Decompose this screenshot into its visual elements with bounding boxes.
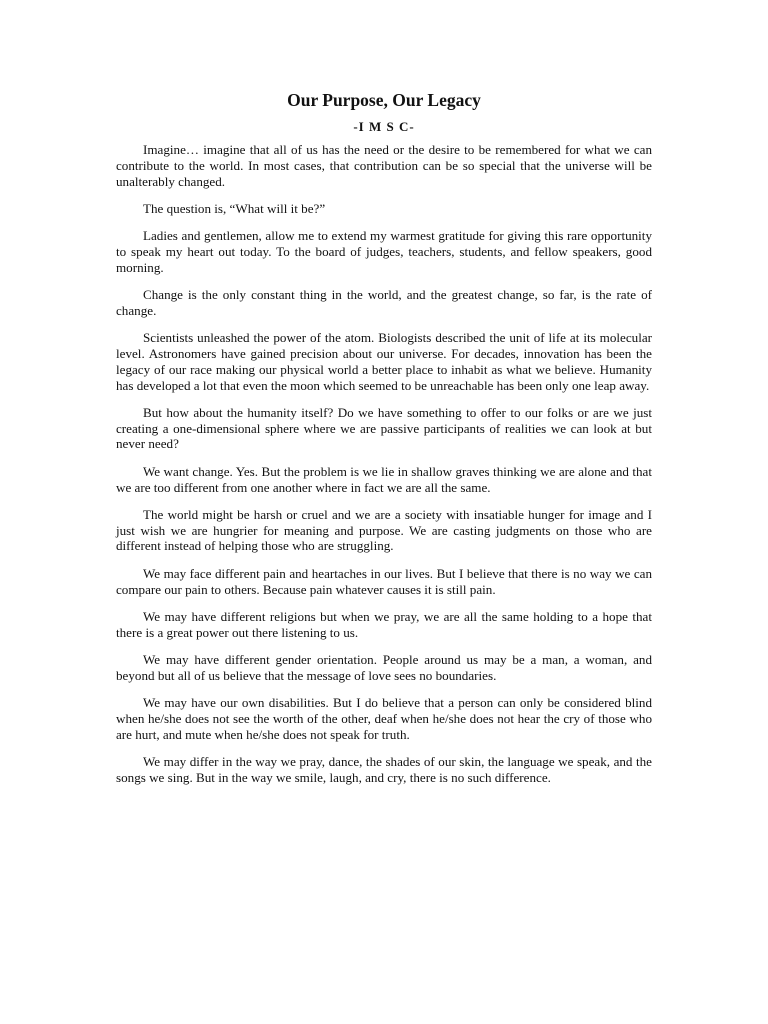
paragraph: Ladies and gentlemen, allow me to extend my warmest gratitude for giving this rare opportunity to speak my heart out today. To the board of judges, teachers, students, and fellow speakers, good morning. (116, 228, 652, 275)
paragraph: We may face different pain and heartaches in our lives. But I believe that there is no way we can compare our pain to others. Because pain whatever causes it is still pain. (116, 565, 652, 597)
paragraph: We may have different religions but when we pray, we are all the same holding to a hope that there is a great power out there listening to us. (116, 608, 652, 640)
document-body (116, 142, 652, 786)
paragraph: Change is the only constant thing in the world, and the greatest change, so far, is the rate of change. (116, 287, 652, 318)
document-page (116, 88, 652, 797)
paragraph: We want change. Yes. But the problem is we lie in shallow graves thinking we are alone and that we are too different from one another where in fact we are all the same. (116, 463, 652, 495)
document-author: -I M S C- (353, 119, 415, 134)
paragraph: We may differ in the way we pray, dance, the shades of our skin, the language we speak, and the songs we sing. But in the way we smile, laugh, and cry, there is no such difference. (116, 753, 652, 785)
paragraph: Imagine… imagine that all of us has the need or the desire to be remembered for what we can contribute to the world. In most cases, that contribution can be so special that the universe will be unalterably changed. (116, 142, 652, 189)
paragraph: We may have our own disabilities. But I do believe that a person can only be considered blind when he/she does not see the worth of the other, deaf when he/she does not hear the cry of those who are hurt, and mute when he/she does not speak for truth. (116, 695, 652, 742)
document-title: Our Purpose, Our Legacy (287, 90, 481, 110)
paragraph: But how about the humanity itself? Do we have something to offer to our folks or are we just creating a one-dimensional sphere where we are passive participants of realities we can look at but never need? (116, 404, 652, 452)
paragraph: The world might be harsh or cruel and we are a society with insatiable hunger for image and I just wish we are hungrier for meaning and purpose. We are casting judgments on those who are different instead of helping those who are struggling. (116, 506, 652, 554)
paragraph: The question is, “What will it be?” (143, 200, 326, 216)
paragraph: Scientists unleashed the power of the atom. Biologists described the unit of life at its molecular level. Astronomers have gained precision about our universe. For decades, innovation has been the legacy of our race making our physical world a better place to inhabit as what we believe. Humanity has developed a lot that even the moon which seemed to be unreachable has been only one leap away. (116, 330, 652, 393)
paragraph: We may have different gender orientation. People around us may be a man, a woman, and beyond but all of us believe that the message of love sees no boundaries. (116, 651, 652, 683)
